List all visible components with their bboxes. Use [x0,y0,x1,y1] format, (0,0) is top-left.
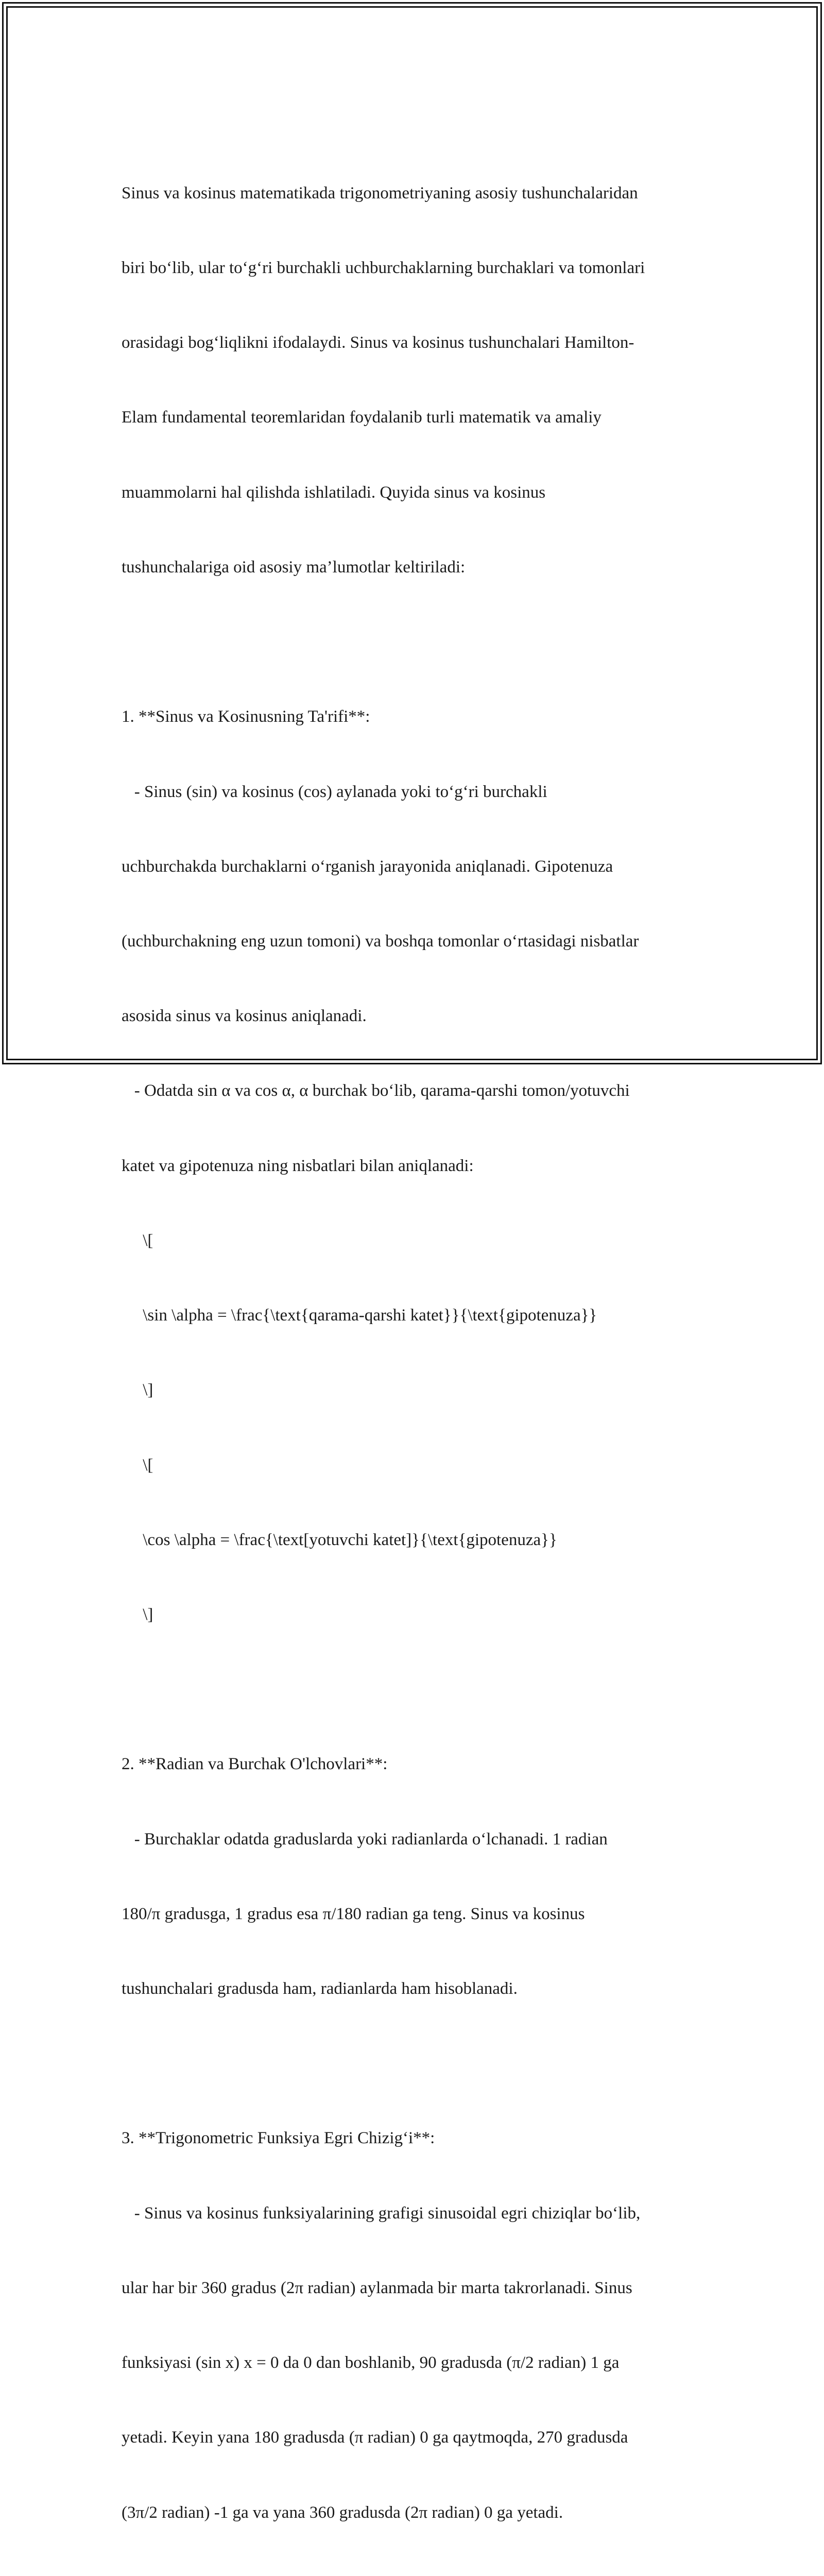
text-line: - Odatda sin α va cos α, α burchak bo‘lib, qarama-qarshi tomon/yotuvchi [122,1081,630,1100]
text-line: - Sinus va kosinus funksiyalarining grafigi sinusoidal egri chiziqlar bo‘lib, [122,2204,641,2223]
text-line: (3π/2 radian) -1 ga va yana 360 gradusda (2π radian) 0 ga yetadi. [122,2503,563,2522]
text-line: yetadi. Keyin yana 180 gradusda (π radian) 0 ga qaytmoqda, 270 gradusda [122,2428,628,2447]
text-line: (uchburchakning eng uzun tomoni) va boshqa tomonlar o‘rtasidagi nisbatlar [122,931,639,951]
text-line: orasidagi bog‘liqlikni ifodalaydi. Sinus va kosinus tushunchalari Hamilton- [122,333,634,352]
text-line: funksiyasi (sin x) x = 0 da 0 dan boshlanib, 90 gradusda (π/2 radian) 1 ga [122,2353,620,2372]
formula-line: \[ [122,1455,153,1475]
blank-line [122,2051,719,2076]
text-line: - Sinus (sin) va kosinus (cos) aylanada yoki to‘g‘ri burchakli [122,782,547,801]
formula-line: \cos \alpha = \frac{\text[yotuvchi katet]}{\text{gipotenuza}} [122,1530,557,1549]
text-line: - Burchaklar odatda graduslarda yoki radianlarda o‘lchanadi. 1 radian [122,1829,608,1849]
blank-line [122,1677,719,1702]
text-line: Sinus va kosinus matematikada trigonometriyaning asosiy tushunchalaridan [122,183,638,202]
formula-line: \] [122,1381,153,1400]
text-line: 180/π gradusga, 1 gradus esa π/180 radian ga teng. Sinus va kosinus [122,1904,585,1923]
text-line: ular har bir 360 gradus (2π radian) aylanmada bir marta takrorlanadi. Sinus [122,2278,632,2297]
text-line: Elam fundamental teoremlaridan foydalanib turli matematik va amaliy [122,408,602,427]
text-line: katet va gipotenuza ning nisbatlari bilan aniqlanadi: [122,1156,474,1175]
text-line: uchburchakda burchaklarni o‘rganish jarayonida aniqlanadi. Gipotenuza [122,857,613,876]
text-line: tushunchalariga oid asosiy ma’lumotlar keltiriladi: [122,557,466,577]
section-heading-1: 1. **Sinus va Kosinusning Ta'rifi**: [122,707,370,726]
formula-line: \[ [122,1231,153,1250]
text-line: biri bo‘lib, ular to‘g‘ri burchakli uchburchaklarning burchaklari va tomonlari [122,259,645,278]
section-heading-2: 2. **Radian va Burchak O'lchovlari**: [122,1755,388,1774]
text-line: muammolarni hal qilishda ishlatiladi. Quyida sinus va kosinus [122,483,546,502]
document-body [122,131,719,2576]
formula-line: \sin \alpha = \frac{\text{qarama-qarshi katet}}{\text{gipotenuza}} [122,1306,597,1325]
blank-line [122,630,719,654]
formula-line: \] [122,1605,153,1624]
text-line: tushunchalari gradusda ham, radianlarda ham hisoblanadi. [122,1979,518,1998]
section-heading-3: 3. **Trigonometric Funksiya Egri Chizig‘i**: [122,2129,435,2148]
text-line: asosida sinus va kosinus aniqlanadi. [122,1007,367,1026]
